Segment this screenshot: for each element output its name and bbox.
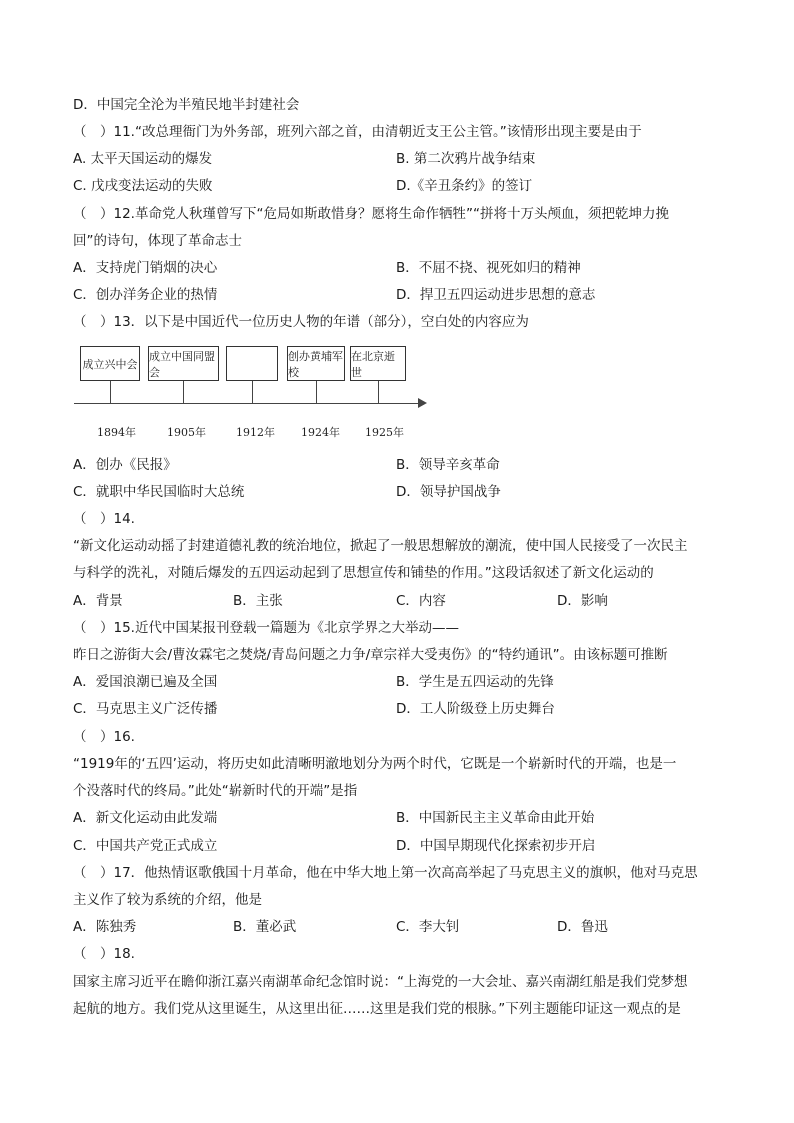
q12-option-b: B．不屈不挠、视死如归的精神 xyxy=(396,260,581,276)
q16-number: （ ）16. xyxy=(73,729,135,745)
q16-option-b: B．中国新民主主义革命由此开始 xyxy=(396,810,595,826)
q12-option-c: C．创办洋务企业的热情 xyxy=(73,287,218,303)
q17-stem-line2: 主义作了较为系统的介绍，他是 xyxy=(73,892,262,908)
q17-option-d: D．鲁迅 xyxy=(557,919,608,935)
timeline-axis xyxy=(74,403,422,404)
q15-option-a: A．爱国浪潮已遍及全国 xyxy=(73,674,218,690)
q12-option-d: D．捍卫五四运动进步思想的意志 xyxy=(396,287,596,303)
q15-stem-line2: 昨日之游街大会/曹汝霖宅之焚烧/青岛问题之力争/章宗祥大受夷伤》的“特约通讯”。由该标题可推断 xyxy=(73,647,668,663)
timeline-tick xyxy=(316,381,317,403)
timeline-event-2: 成立中国同盟会 xyxy=(148,346,219,381)
q14-number: （ ）14. xyxy=(73,511,135,527)
q14-option-d: D．影响 xyxy=(557,593,608,609)
q14-option-b: B．主张 xyxy=(233,593,283,609)
q16-option-a: A．新文化运动由此发端 xyxy=(73,810,218,826)
q15-option-c: C．马克思主义广泛传播 xyxy=(73,701,218,717)
timeline-year: 1912年 xyxy=(236,426,275,439)
timeline-year: 1894年 xyxy=(97,426,136,439)
timeline-event-blank xyxy=(226,346,278,381)
q17-stem-line1: （ ）17．他热情讴歌俄国十月革命，他在中华大地上第一次高高举起了马克思主义的旗帜，他对马克思 xyxy=(73,865,698,881)
q14-stem-line2: 与科学的洗礼，对随后爆发的五四运动起到了思想宣传和铺垫的作用。”这段话叙述了新文化运动的 xyxy=(73,565,654,581)
q14-stem-line1: “新文化运动动摇了封建道德礼教的统治地位，掀起了一般思想解放的潮流，使中国人民接受了一次民主 xyxy=(73,538,688,554)
q13-option-c: C．就职中华民国临时大总统 xyxy=(73,484,245,500)
q11-option-d: D.《辛丑条约》的签订 xyxy=(396,178,533,194)
q11-option-c: C. 戊戌变法运动的失败 xyxy=(73,178,213,194)
q17-option-a: A．陈独秀 xyxy=(73,919,137,935)
q18-number: （ ）18. xyxy=(73,946,135,962)
q11-option-a: A. 太平天国运动的爆发 xyxy=(73,151,213,167)
timeline-year: 1924年 xyxy=(301,426,340,439)
q14-option-c: C．内容 xyxy=(396,593,446,609)
timeline-event-5: 在北京逝世 xyxy=(350,346,406,381)
q16-stem-line2: 个没落时代的终局。”此处“崭新时代的开端”是指 xyxy=(73,783,358,799)
timeline-arrow-icon xyxy=(418,398,427,408)
q11-option-b: B. 第二次鸦片战争结束 xyxy=(396,151,536,167)
q13-option-b: B．领导辛亥革命 xyxy=(396,457,500,473)
q12-stem-line1: （ ）12.革命党人秋瑾曾写下“危局如斯敢惜身？愿将生命作牺牲”“拼将十万头颅血，须把乾坤力挽 xyxy=(73,206,669,222)
q16-option-d: D．中国早期现代化探索初步开启 xyxy=(396,838,596,854)
q12-option-a: A．支持虎门销烟的决心 xyxy=(73,260,218,276)
q17-option-b: B．董必武 xyxy=(233,919,297,935)
timeline-year: 1905年 xyxy=(167,426,206,439)
q12-stem-line2: 回”的诗句，体现了革命志士 xyxy=(73,233,242,249)
q15-option-d: D．工人阶级登上历史舞台 xyxy=(396,701,555,717)
q16-option-c: C．中国共产党正式成立 xyxy=(73,838,218,854)
q10-option-d: D．中国完全沦为半殖民地半封建社会 xyxy=(73,97,300,113)
timeline-event-1: 成立兴中会 xyxy=(80,346,140,381)
q13-option-d: D．领导护国战争 xyxy=(396,484,501,500)
timeline-tick xyxy=(110,381,111,403)
timeline-year: 1925年 xyxy=(365,426,404,439)
q18-stem-line2: 起航的地方。我们党从这里诞生，从这里出征……这里是我们党的根脉。”下列主题能印证这一观点的是 xyxy=(73,1001,681,1017)
timeline-tick xyxy=(378,381,379,403)
timeline-tick xyxy=(183,381,184,403)
q13-option-a: A．创办《民报》 xyxy=(73,457,177,473)
q13-stem: （ ）13．以下是中国近代一位历史人物的年谱（部分），空白处的内容应为 xyxy=(73,314,529,330)
timeline-tick xyxy=(252,381,253,403)
q15-stem-line1: （ ）15.近代中国某报刊登载一篇题为《北京学界之大举动—— xyxy=(73,620,459,636)
q16-stem-line1: “1919年的‘五四’运动，将历史如此清晰明澈地划分为两个时代，它既是一个崭新时代的开端，也是一 xyxy=(73,756,677,772)
q14-option-a: A．背景 xyxy=(73,593,123,609)
q11-stem: （ ）11.“改总理衙门为外务部，班列六部之首，由清朝近支王公主管。”该情形出现主要是由于 xyxy=(73,124,642,140)
timeline-event-4: 创办黄埔军校 xyxy=(287,346,345,381)
q15-option-b: B．学生是五四运动的先锋 xyxy=(396,674,554,690)
q17-option-c: C．李大钊 xyxy=(396,919,460,935)
q18-stem-line1: 国家主席习近平在瞻仰浙江嘉兴南湖革命纪念馆时说：“上海党的一大会址、嘉兴南湖红船是我们党梦想 xyxy=(73,974,688,990)
